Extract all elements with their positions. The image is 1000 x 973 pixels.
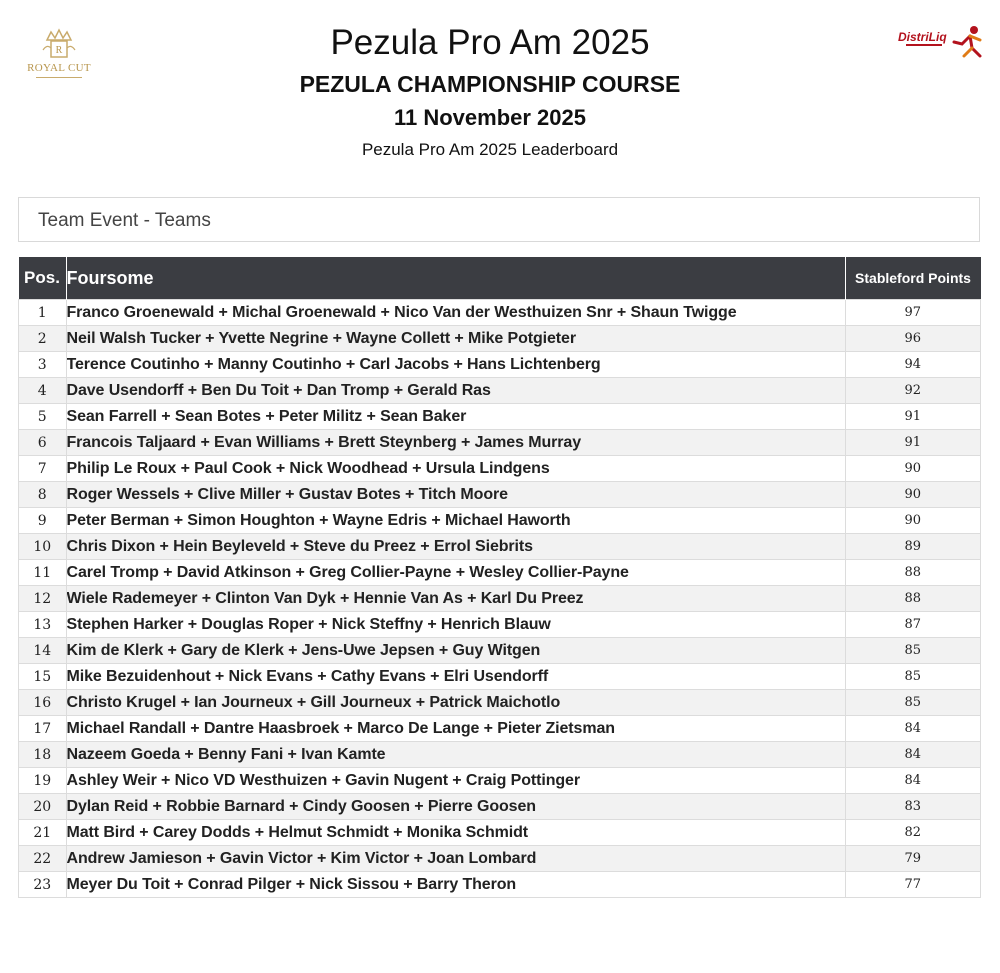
event-date: 11 November 2025 bbox=[393, 105, 587, 130]
row-position: 13 bbox=[19, 612, 67, 638]
row-points: 91 bbox=[845, 430, 981, 456]
row-points: 79 bbox=[845, 846, 981, 872]
row-foursome: Meyer Du Toit + Conrad Pilger + Nick Sissou + Barry Theron bbox=[66, 872, 845, 898]
table-row bbox=[19, 872, 981, 898]
row-position: 10 bbox=[19, 534, 67, 560]
table-row bbox=[19, 404, 981, 430]
row-position: 8 bbox=[19, 482, 67, 508]
royal-cut-logo-text: ROYAL CUT bbox=[27, 62, 91, 74]
leaderboard-table bbox=[18, 257, 981, 898]
row-points: 92 bbox=[845, 378, 981, 404]
row-position: 23 bbox=[19, 872, 67, 898]
row-position: 4 bbox=[19, 378, 67, 404]
svg-text:R: R bbox=[55, 45, 63, 56]
row-position: 7 bbox=[19, 456, 67, 482]
row-position: 21 bbox=[19, 820, 67, 846]
row-foursome: Matt Bird + Carey Dodds + Helmut Schmidt + Monika Schmidt bbox=[66, 820, 845, 846]
course-name: PEZULA CHAMPIONSHIP COURSE bbox=[299, 71, 681, 97]
row-foursome: Sean Farrell + Sean Botes + Peter Militz + Sean Baker bbox=[66, 404, 845, 430]
table-row bbox=[19, 534, 981, 560]
row-points: 77 bbox=[845, 872, 981, 898]
row-foursome: Ashley Weir + Nico VD Westhuizen + Gavin Nugent + Craig Pottinger bbox=[66, 768, 845, 794]
table-row bbox=[19, 482, 981, 508]
table-header-row bbox=[19, 257, 981, 300]
row-foursome: Andrew Jamieson + Gavin Victor + Kim Victor + Joan Lombard bbox=[66, 846, 845, 872]
table-row bbox=[19, 560, 981, 586]
row-position: 3 bbox=[19, 352, 67, 378]
row-position: 16 bbox=[19, 690, 67, 716]
table-row bbox=[19, 768, 981, 794]
leaderboard-caption: Pezula Pro Am 2025 Leaderboard bbox=[361, 140, 619, 159]
row-points: 85 bbox=[845, 638, 981, 664]
distriliq-logo-text: DistriLiq bbox=[898, 30, 947, 44]
row-foursome: Nazeem Goeda + Benny Fani + Ivan Kamte bbox=[66, 742, 845, 768]
table-row bbox=[19, 456, 981, 482]
row-foursome: Roger Wessels + Clive Miller + Gustav Botes + Titch Moore bbox=[66, 482, 845, 508]
row-foursome: Dylan Reid + Robbie Barnard + Cindy Goosen + Pierre Goosen bbox=[66, 794, 845, 820]
row-points: 94 bbox=[845, 352, 981, 378]
table-row bbox=[19, 664, 981, 690]
section-title: Team Event - Teams bbox=[38, 210, 211, 231]
row-points: 96 bbox=[845, 326, 981, 352]
row-points: 84 bbox=[845, 742, 981, 768]
row-position: 5 bbox=[19, 404, 67, 430]
row-position: 6 bbox=[19, 430, 67, 456]
table-row bbox=[19, 378, 981, 404]
row-foursome: Peter Berman + Simon Houghton + Wayne Edris + Michael Haworth bbox=[66, 508, 845, 534]
page-header bbox=[0, 22, 980, 161]
row-points: 89 bbox=[845, 534, 981, 560]
row-points: 90 bbox=[845, 508, 981, 534]
row-foursome: Michael Randall + Dantre Haasbroek + Marco De Lange + Pieter Zietsman bbox=[66, 716, 845, 742]
leaderboard-body bbox=[19, 300, 981, 898]
row-foursome: Philip Le Roux + Paul Cook + Nick Woodhead + Ursula Lindgens bbox=[66, 456, 845, 482]
row-foursome: Carel Tromp + David Atkinson + Greg Collier-Payne + Wesley Collier-Payne bbox=[66, 560, 845, 586]
row-foursome: Mike Bezuidenhout + Nick Evans + Cathy Evans + Elri Usendorff bbox=[66, 664, 845, 690]
row-foursome: Dave Usendorff + Ben Du Toit + Dan Tromp + Gerald Ras bbox=[66, 378, 845, 404]
row-position: 22 bbox=[19, 846, 67, 872]
row-points: 85 bbox=[845, 690, 981, 716]
row-points: 91 bbox=[845, 404, 981, 430]
row-foursome: Franco Groenewald + Michal Groenewald + Nico Van der Westhuizen Snr + Shaun Twigge bbox=[66, 300, 845, 326]
row-foursome: Terence Coutinho + Manny Coutinho + Carl Jacobs + Hans Lichtenberg bbox=[66, 352, 845, 378]
table-row bbox=[19, 300, 981, 326]
row-position: 15 bbox=[19, 664, 67, 690]
section-header bbox=[18, 197, 980, 242]
row-foursome: Francois Taljaard + Evan Williams + Brett Steynberg + James Murray bbox=[66, 430, 845, 456]
row-points: 87 bbox=[845, 612, 981, 638]
table-row bbox=[19, 612, 981, 638]
row-position: 9 bbox=[19, 508, 67, 534]
table-row bbox=[19, 794, 981, 820]
row-points: 90 bbox=[845, 456, 981, 482]
row-position: 20 bbox=[19, 794, 67, 820]
row-position: 14 bbox=[19, 638, 67, 664]
table-row bbox=[19, 690, 981, 716]
row-position: 12 bbox=[19, 586, 67, 612]
row-position: 18 bbox=[19, 742, 67, 768]
table-row bbox=[19, 638, 981, 664]
row-position: 17 bbox=[19, 716, 67, 742]
column-header-pos: Pos. bbox=[19, 257, 67, 300]
row-points: 97 bbox=[845, 300, 981, 326]
row-points: 88 bbox=[845, 560, 981, 586]
row-position: 11 bbox=[19, 560, 67, 586]
row-position: 1 bbox=[19, 300, 67, 326]
row-foursome: Wiele Rademeyer + Clinton Van Dyk + Hennie Van As + Karl Du Preez bbox=[66, 586, 845, 612]
row-points: 84 bbox=[845, 716, 981, 742]
table-row bbox=[19, 742, 981, 768]
row-position: 2 bbox=[19, 326, 67, 352]
table-row bbox=[19, 820, 981, 846]
table-row bbox=[19, 352, 981, 378]
row-points: 84 bbox=[845, 768, 981, 794]
row-foursome: Kim de Klerk + Gary de Klerk + Jens-Uwe Jepsen + Guy Witgen bbox=[66, 638, 845, 664]
row-foursome: Neil Walsh Tucker + Yvette Negrine + Wayne Collett + Mike Potgieter bbox=[66, 326, 845, 352]
row-points: 90 bbox=[845, 482, 981, 508]
table-row bbox=[19, 508, 981, 534]
table-row bbox=[19, 586, 981, 612]
page-title: Pezula Pro Am 2025 bbox=[330, 23, 650, 62]
row-foursome: Christo Krugel + Ian Journeux + Gill Journeux + Patrick Maichotlo bbox=[66, 690, 845, 716]
table-row bbox=[19, 326, 981, 352]
table-row bbox=[19, 430, 981, 456]
row-foursome: Chris Dixon + Hein Beyleveld + Steve du Preez + Errol Siebrits bbox=[66, 534, 845, 560]
column-header-points: Stableford Points bbox=[845, 257, 981, 300]
row-points: 88 bbox=[845, 586, 981, 612]
row-position: 19 bbox=[19, 768, 67, 794]
table-row bbox=[19, 846, 981, 872]
table-row bbox=[19, 716, 981, 742]
row-points: 82 bbox=[845, 820, 981, 846]
row-foursome: Stephen Harker + Douglas Roper + Nick Steffny + Henrich Blauw bbox=[66, 612, 845, 638]
column-header-foursome: Foursome bbox=[66, 257, 845, 300]
row-points: 85 bbox=[845, 664, 981, 690]
row-points: 83 bbox=[845, 794, 981, 820]
